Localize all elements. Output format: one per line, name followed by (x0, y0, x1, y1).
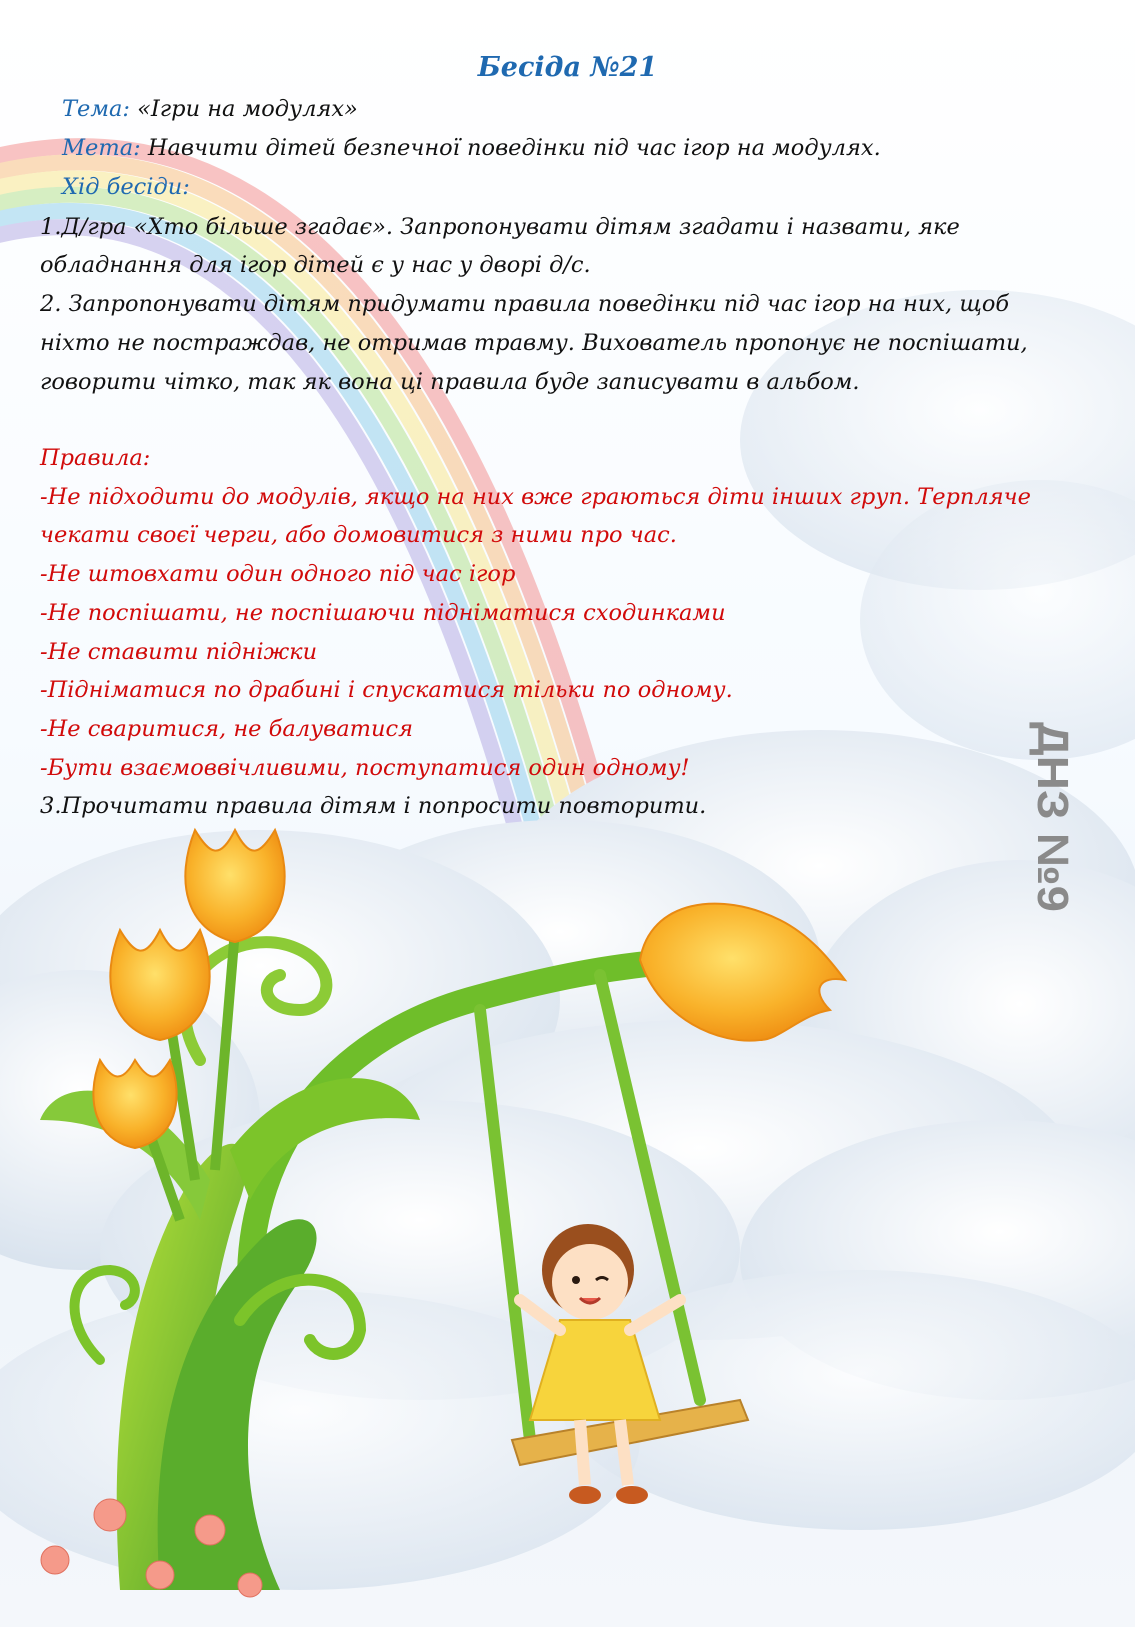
theme-label: Тема: (62, 96, 130, 122)
paragraph-2-line-1: 2. Запропонувати дітям придумати правила поведінки під час ігор на них, щоб (40, 291, 1010, 317)
rule-item: -Не поспішати, не поспішаючи підніматися сходинками (40, 600, 726, 626)
rule-item: чекати своєї черги, або домовитися з ними про час. (40, 522, 677, 548)
rule-item: -Не штовхати один одного під час ігор (40, 561, 516, 587)
paragraph-3: 3.Прочитати правила дітям і попросити повторити. (40, 793, 707, 819)
paragraph-1-line-2: обладнання для ігор дітей є у нас у дворі д/с. (40, 252, 591, 278)
rule-item: -Бути взаємоввічливими, поступатися один одному! (40, 755, 690, 781)
theme-text: «Ігри на модулях» (137, 96, 358, 122)
goal-text: Навчити дітей безпечної поведінки під час ігор на модулях. (147, 135, 881, 161)
side-watermark (1020, 722, 1080, 922)
goal-line (62, 135, 881, 161)
side-watermark-text: ДНЗ №9 (1028, 722, 1077, 899)
doc-title: Бесіда №21 (477, 52, 658, 83)
rule-item: -Не підходити до модулів, якщо на них вже граються діти інших груп. Терпляче (40, 484, 1031, 510)
rule-item: -Підніматися по драбині і спускатися тільки по одному. (40, 677, 733, 703)
rule-item: -Не ставити підніжки (40, 639, 318, 665)
paragraph-2-line-2: ніхто не постраждав, не отримав травму. Вихователь пропонує не поспішати, (40, 330, 1028, 356)
theme-line (62, 96, 358, 122)
rule-item: -Не сваритися, не балуватися (40, 716, 413, 742)
paragraph-1-line-1: 1.Д/гра «Хто більше згадає». Запропонувати дітям згадати і назвати, яке (40, 214, 960, 240)
rules-heading: Правила: (40, 445, 151, 471)
goal-label: Мета: (62, 135, 141, 161)
paragraph-2-line-3: говорити чітко, так як вона ці правила буде записувати в альбом. (40, 369, 860, 395)
course-label: Хід бесіди: (62, 174, 190, 200)
